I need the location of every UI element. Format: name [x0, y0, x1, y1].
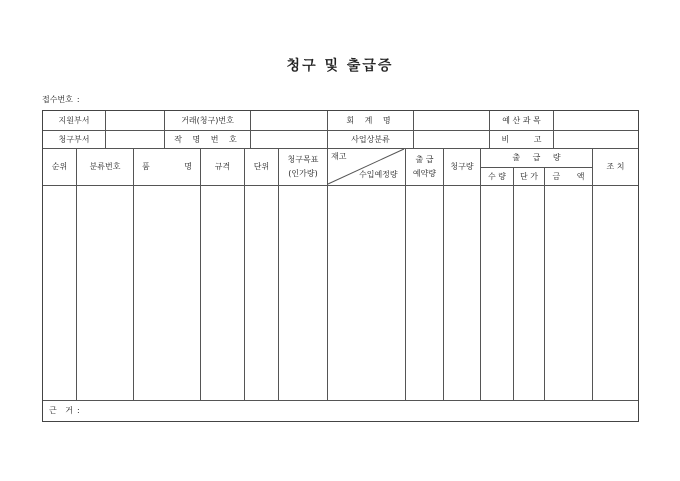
receipt-number-label: 접수번호	[42, 95, 73, 104]
col-line-order	[76, 148, 77, 400]
account-name-value[interactable]	[414, 111, 489, 130]
col-line-request	[480, 148, 481, 400]
basis-label: 근 거	[49, 406, 73, 415]
col-line-price	[544, 167, 545, 400]
col-item-a: 품	[142, 162, 150, 171]
col-issue-group: 출 급 량	[512, 153, 561, 162]
col-classification: 분류번호	[89, 162, 121, 171]
col-unit: 단위	[253, 162, 270, 171]
business-class-label: 사업상분류	[351, 134, 390, 144]
footer-divider	[43, 400, 638, 401]
col-reserve	[406, 149, 443, 185]
col-order: 순위	[51, 162, 68, 171]
basis-row	[49, 401, 80, 421]
page-title: 청구 및 출급증	[286, 58, 394, 74]
support-dept-label: 지원부서	[58, 115, 90, 125]
trade-number-label: 거래(청구)번호	[181, 115, 234, 125]
col-line-reserve	[443, 148, 444, 400]
trade-number-value[interactable]	[251, 111, 327, 130]
col-line-spec	[244, 148, 245, 400]
remarks-value[interactable]	[554, 131, 638, 148]
col-line-target	[327, 148, 328, 400]
request-dept-label: 청구부서	[58, 134, 90, 144]
col-stock: 재고	[331, 152, 347, 161]
col-spec: 규격	[214, 162, 231, 171]
col-expected-in: 수입예정량	[359, 170, 398, 179]
business-class-value[interactable]	[414, 131, 489, 148]
col-item-name	[134, 149, 200, 185]
requisition-form	[42, 110, 639, 422]
work-number-value[interactable]	[251, 131, 327, 148]
work-number-label: 작 명 번 호	[174, 134, 241, 144]
col-reserve-line2: 예약량	[412, 169, 437, 178]
budget-item-value[interactable]	[554, 111, 638, 130]
col-target	[279, 149, 327, 185]
receipt-number-colon: :	[76, 95, 80, 104]
account-name-label: 회 계 명	[346, 115, 395, 125]
col-issue-price: 단 가	[520, 171, 538, 181]
remarks-label: 비 고	[501, 134, 542, 144]
col-line-qty	[513, 167, 514, 400]
receipt-number	[42, 94, 84, 105]
col-target-line1: 청구목표	[287, 155, 319, 164]
request-dept-value[interactable]	[106, 131, 164, 148]
col-request-qty: 청구량	[450, 162, 474, 171]
col-item-b: 명	[184, 162, 192, 171]
col-action: 조 치	[606, 162, 625, 171]
col-issue-qty: 수 량	[488, 171, 506, 181]
col-issue-amount: 금 액	[552, 171, 585, 181]
col-line-unit	[278, 148, 279, 400]
basis-colon: :	[77, 406, 80, 415]
col-target-line2: (인가량)	[288, 169, 318, 178]
col-reserve-line1: 출 급	[415, 155, 434, 164]
support-dept-value[interactable]	[106, 111, 164, 130]
col-line-stock	[405, 148, 406, 400]
col-line-class	[133, 148, 134, 400]
col-line-item	[200, 148, 201, 400]
col-line-amount	[592, 148, 593, 400]
budget-item-label: 예 산 과 목	[502, 115, 541, 125]
